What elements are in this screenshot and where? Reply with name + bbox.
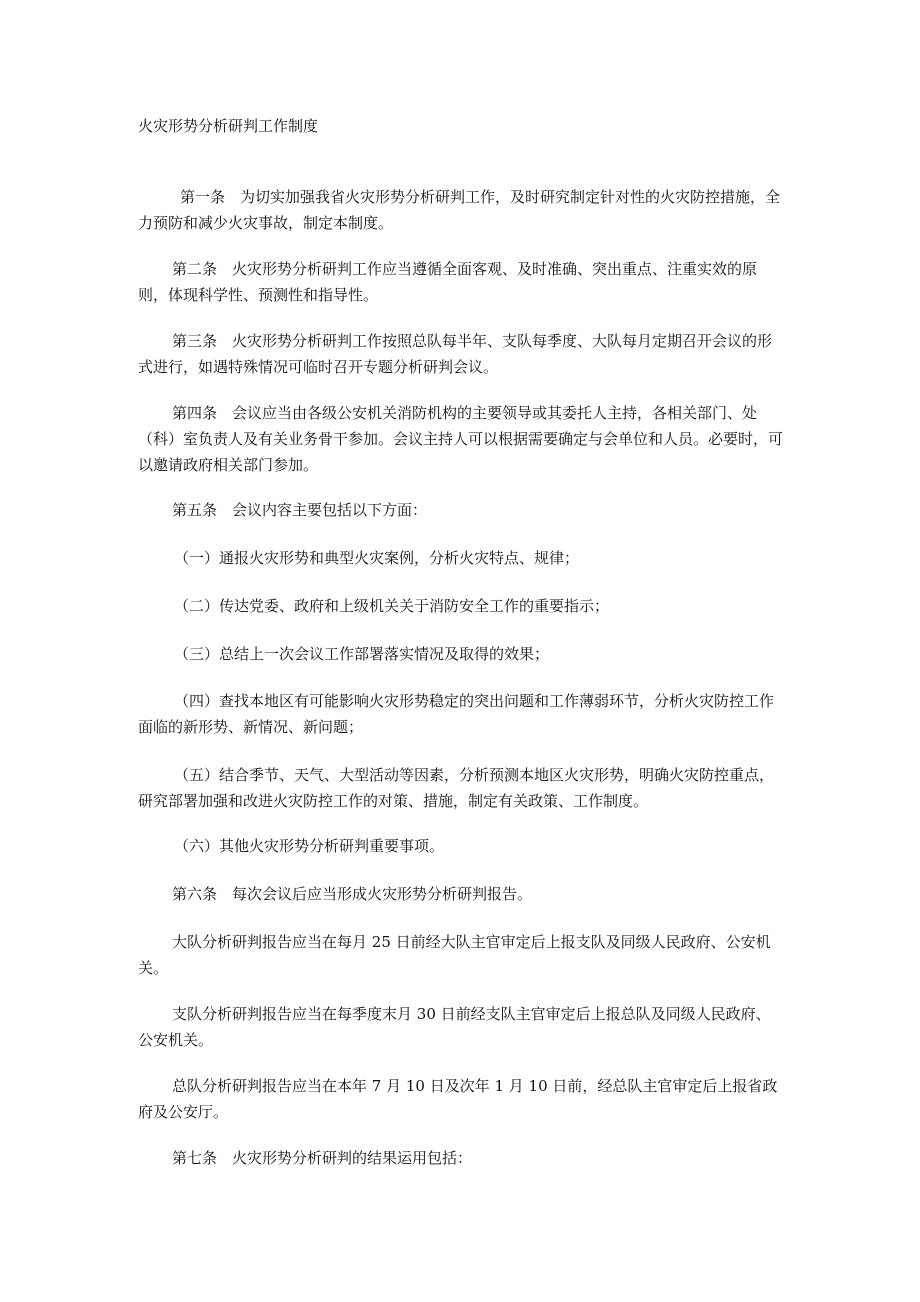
- article-2: 第二条 火灾形势分析研判工作应当遵循全面客观、及时准确、突出重点、注重实效的原则，体现科学性、预测性和指导性。: [138, 260, 758, 304]
- article-6-brigade-report: 大队分析研判报告应当在每月 25 日前经大队主官审定后上报支队及同级人民政府、公安机关。: [138, 933, 771, 977]
- article-5-item-1: （一）通报火灾形势和典型火灾案例，分析火灾特点、规律；: [174, 549, 580, 567]
- article-4: 第四条 会议应当由各级公安机关消防机构的主要领导或其委托人主持，各相关部门、处（科）室负责人及有关业务骨干参加。会议主持人可以根据需要确定与会单位和人员。必要时，可以邀请政府相关部门参加。: [138, 404, 784, 474]
- document-title: 火灾形势分析研判工作制度: [138, 117, 319, 135]
- article-5-item-4: （四）查找本地区有可能影响火灾形势稳定的突出问题和工作薄弱环节，分析火灾防控工作面临的新形势、新情况、新问题；: [138, 692, 775, 736]
- article-5-item-6: （六）其他火灾形势分析研判重要事项。: [174, 837, 445, 855]
- article-5-item-5: （五）结合季节、天气、大型活动等因素，分析预测本地区火灾形势，明确火灾防控重点，研究部署加强和改进火灾防控工作的对策、措施，制定有关政策、工作制度。: [138, 766, 775, 810]
- article-5-item-3: （三）总结上一次会议工作部署落实情况及取得的效果；: [174, 645, 550, 663]
- article-7: 第七条 火灾形势分析研判的结果运用包括：: [172, 1149, 473, 1167]
- article-5: 第五条 会议内容主要包括以下方面：: [172, 501, 428, 519]
- article-3: 第三条 火灾形势分析研判工作按照总队每半年、支队每季度、大队每月定期召开会议的形式进行，如遇特殊情况可临时召开专题分析研判会议。: [138, 332, 773, 376]
- article-6-detachment-report: 支队分析研判报告应当在每季度末月 30 日前经支队主官审定后上报总队及同级人民政府、公安机关。: [138, 1005, 771, 1049]
- article-6-corps-report: 总队分析研判报告应当在本年 7 月 10 日及次年 1 月 10 日前，经总队主官审定后上报省政府及公安厅。: [138, 1077, 778, 1121]
- article-5-item-2: （二）传达党委、政府和上级机关关于消防安全工作的重要指示；: [174, 597, 610, 615]
- article-1: 第一条 为切实加强我省火灾形势分析研判工作，及时研究制定针对性的火灾防控措施，全力预防和减少火灾事故，制定本制度。: [138, 188, 781, 232]
- article-6: 第六条 每次会议后应当形成火灾形势分析研判报告。: [172, 885, 533, 903]
